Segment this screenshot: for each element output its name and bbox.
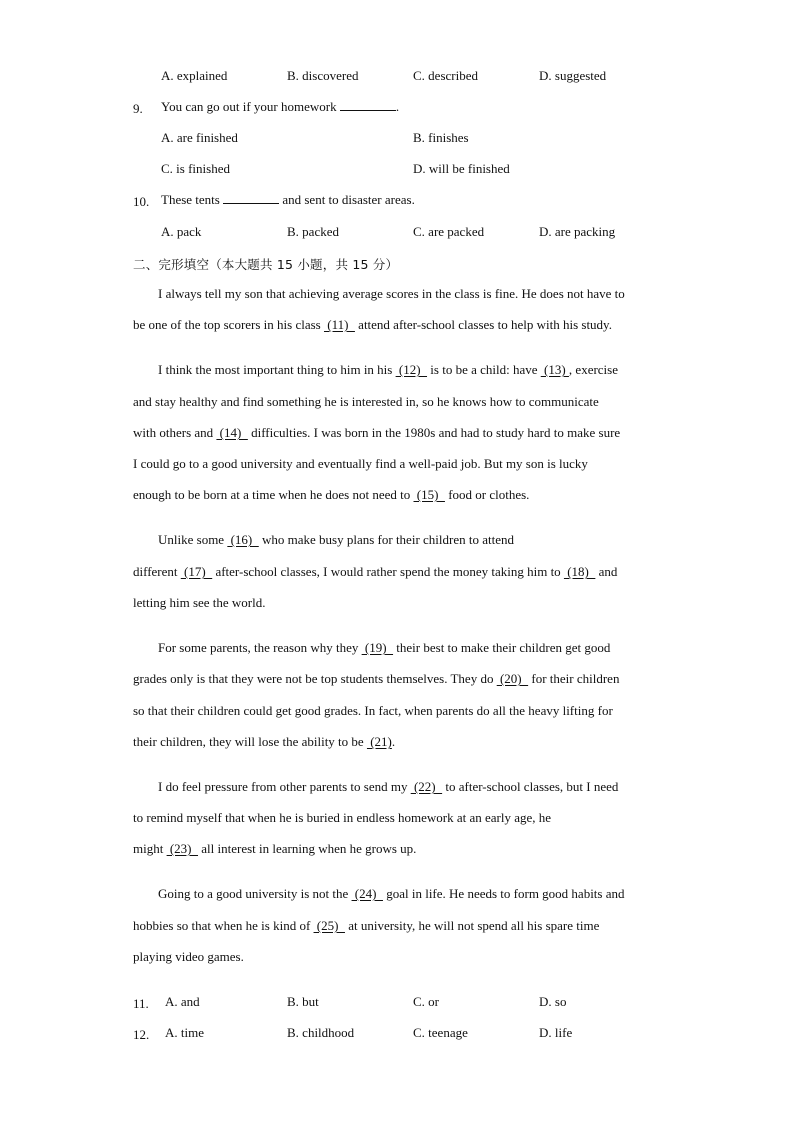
text-span: for their children [531,671,620,686]
q12-option-b: B. childhood [287,1025,355,1040]
passage-line [158,640,610,656]
q9-answer-blank [340,100,396,111]
q8-option-d: D. suggested [539,68,607,83]
text-span: , exercise [568,362,619,377]
q10-option-c: C. are packed [413,224,485,239]
text-span: who make busy plans for their children to attend [262,532,514,547]
passage-line: so that their children could get good grades. In fact, when parents do all the heavy lifting for [133,703,613,718]
text-span: be one of the top scorers in his class [133,317,321,332]
text-span: their best to make their children get good [396,640,611,655]
q9-stem-end: . [395,99,400,114]
q9-option-a: A. are finished [161,130,238,145]
blank-13: (13) [540,362,569,377]
text-span: I think the most important thing to him in his [158,362,393,377]
passage-line: to remind myself that when he is buried in endless homework at an early age, he [133,810,552,825]
q10-option-d: D. are packing [539,224,616,239]
text-span: grades only is that they were not be top students themselves. They do [133,671,494,686]
section-title: 二、完形填空（本大题共 15 小题，共 15 分） [133,257,399,272]
q9-option-c: C. is finished [161,161,230,176]
text-span: difficulties. I was born in the 1980s and had to study hard to make sure [251,425,621,440]
text-span: is to be a child: have [430,362,538,377]
q10-answer-blank [223,193,279,204]
passage-line [158,886,625,902]
text-span: might [133,841,164,856]
passage-line: letting him see the world. [133,595,266,610]
passage-line: and stay healthy and find something he is interested in, so he knows how to communicate [133,394,599,409]
text-span: Unlike some [158,532,225,547]
blank-12: (12) [395,362,428,377]
q8-option-b: B. discovered [287,68,359,83]
passage-line [158,362,618,378]
passage-line: playing video games. [133,949,244,964]
q10-stem-text: These tents [161,192,220,207]
text-span: their children, they will lose the ability to be [133,734,364,749]
passage-line [158,532,514,548]
blank-25: (25) [313,918,345,933]
blank-24: (24) [351,886,383,901]
blank-22: (22) [410,779,443,794]
q9-option-d: D. will be finished [413,161,510,176]
q8-option-c: C. described [413,68,478,83]
q9-number: 9. [133,101,143,116]
passage-line [133,671,619,687]
passage-line [133,841,416,857]
passage-line [133,918,599,934]
text-span: food or clothes. [448,487,530,502]
q11-option-c: C. or [413,994,439,1009]
passage-line [158,779,618,795]
q11-number: 11. [133,996,149,1011]
blank-20: (20) [496,671,529,686]
blank-19: (19) [361,640,394,655]
q10-number: 10. [133,194,150,209]
q12-option-c: C. teenage [413,1025,468,1040]
text-span: and [598,564,618,579]
passage-line [133,317,612,333]
q8-option-a: A. explained [161,68,228,83]
text-span: . [391,734,396,749]
q9-stem [161,99,399,115]
text-span: goal in life. He needs to form good habits and [386,886,625,901]
q12-number: 12. [133,1027,150,1042]
text-span: Going to a good university is not the [158,886,349,901]
text-span: to after-school classes, but I need [445,779,619,794]
text-span: different [133,564,178,579]
blank-11: (11) [323,317,355,332]
blank-14: (14) [216,425,248,440]
q10-stem-end: and sent to disaster areas. [282,192,415,207]
q12-option-a: A. time [165,1025,204,1040]
text-span: after-school classes, I would rather spend the money taking him to [215,564,561,579]
q11-option-b: B. but [287,994,319,1009]
blank-17: (17) [180,564,213,579]
q9-option-b: B. finishes [413,130,469,145]
text-span: enough to be born at a time when he does not need to [133,487,411,502]
passage-line: I always tell my son that achieving average scores in the class is fine. He does not have to [158,286,625,301]
blank-21: (21) [366,734,392,749]
text-span: at university, he will not spend all his spare time [348,918,600,933]
q9-stem-text: You can go out if your homework [161,99,337,114]
q10-stem [161,192,415,208]
text-span: attend after-school classes to help with his study. [358,317,612,332]
text-span: all interest in learning when he grows up. [201,841,417,856]
passage-line [133,487,529,503]
blank-18: (18) [563,564,596,579]
passage-line [133,734,395,750]
q11-option-a: A. and [165,994,200,1009]
q10-option-a: A. pack [161,224,202,239]
text-span: hobbies so that when he is kind of [133,918,311,933]
q11-option-d: D. so [539,994,567,1009]
passage-line: I could go to a good university and eventually find a well-paid job. But my son is lucky [133,456,588,471]
text-span: with others and [133,425,214,440]
blank-16: (16) [227,532,259,547]
passage-line [133,425,620,441]
text-span: I do feel pressure from other parents to send my [158,779,408,794]
blank-23: (23) [166,841,199,856]
q12-option-d: D. life [539,1025,573,1040]
text-span: For some parents, the reason why they [158,640,359,655]
passage-line [133,564,617,580]
q10-option-b: B. packed [287,224,339,239]
blank-15: (15) [413,487,445,502]
